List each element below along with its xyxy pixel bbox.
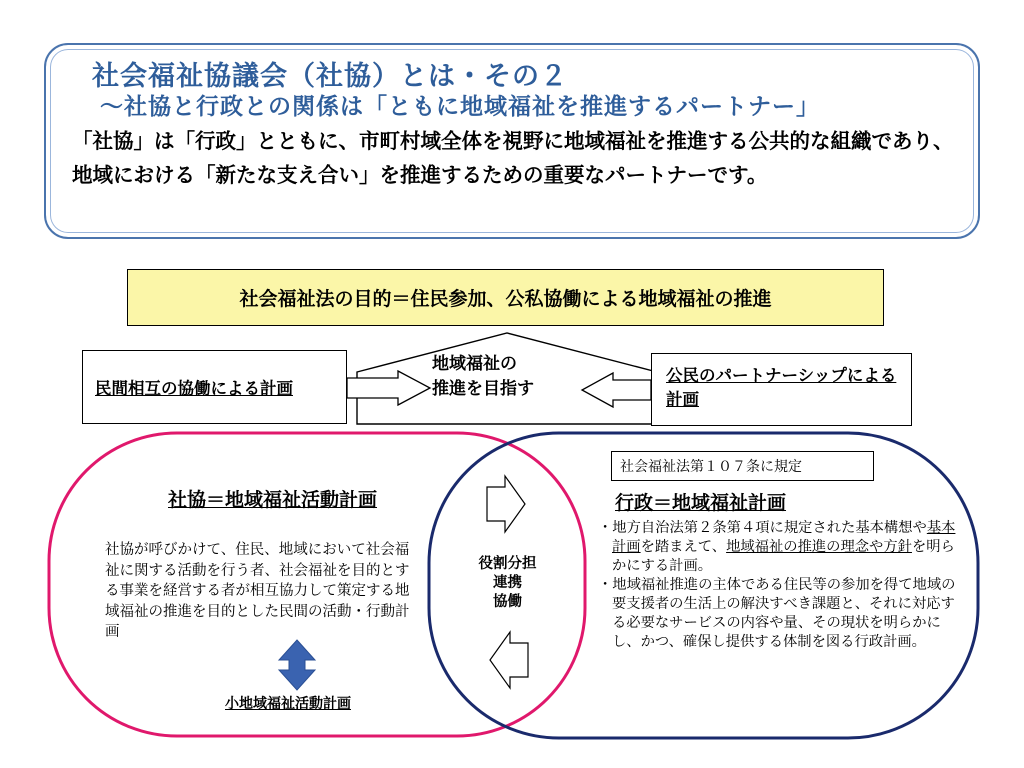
public-private-partnership-box: 公民のパートナーシップによる計画: [651, 353, 912, 426]
role-sharing-text: [465, 555, 550, 612]
center-goal-text: [432, 352, 582, 402]
item1-text-e: を明らかにする計画。: [612, 539, 955, 574]
gyosei-plan-list: [598, 519, 963, 652]
page-subtitle: ～社協と行政との関係は「ともに地域福祉を推進するパートナー」: [100, 94, 820, 120]
center-goal-line1: 地域福祉の: [432, 354, 517, 374]
law-reference-note: 社会福祉法第１０７条に規定: [611, 451, 874, 481]
purpose-box: 社会福祉法の目的＝住民参加、公私協働による地域福祉の推進: [127, 269, 884, 326]
shakyo-plan-description: 社協が呼びかけて、住民、地域において社会福祉に関する活動を行う者、社会福祉を目的とする事業を経営する者が相互協力して策定する地域福祉の推進を目的とした民間の活動・行動計画: [105, 542, 410, 640]
item1-text-c: を踏まえて、: [640, 539, 727, 555]
center-goal-line2: 推進を目指す: [432, 379, 534, 399]
arrow-right-icon: [487, 476, 525, 532]
arrow-left-icon: [490, 632, 528, 688]
list-item: ・ 地域福祉推進の主体である住民等の参加を得て地域の要支援者の生活上の解決すべき課題と、それに対応する必要なサービスの内容や量、その現状を明らかにし、かつ、確保し提供する体制を図る行政計画。: [598, 576, 963, 652]
gyosei-plan-title: 行政＝地域福祉計画: [615, 492, 787, 514]
header-description: 「社協」は「行政」とともに、市町村域全体を視野に地域福祉を推進する公共的な組織であり、地域における「新たな支え合い」を推進するための重要なパートナーです。: [72, 129, 954, 187]
small-area-plan-label: 小地域福祉活動計画: [225, 696, 351, 712]
role-line3: 協働: [493, 594, 522, 610]
shakyo-plan-title: 社協＝地域福祉活動計画: [168, 489, 378, 511]
list-item: [598, 519, 963, 576]
role-line2: 連携: [493, 575, 522, 591]
double-arrow-icon: [279, 640, 315, 690]
private-cooperation-box: 民間相互の協働による計画: [82, 350, 347, 424]
item1-text-d: 地域福祉の推進の理念や方針: [726, 539, 912, 555]
page-title: 社会福祉協議会（社協）とは・その２: [92, 61, 568, 92]
item1-text-b: 基本計画: [612, 520, 956, 555]
role-line1: 役割分担: [478, 556, 537, 572]
item1-text-a: 地方自治法第２条第４項に規定された基本構想や: [612, 520, 927, 536]
